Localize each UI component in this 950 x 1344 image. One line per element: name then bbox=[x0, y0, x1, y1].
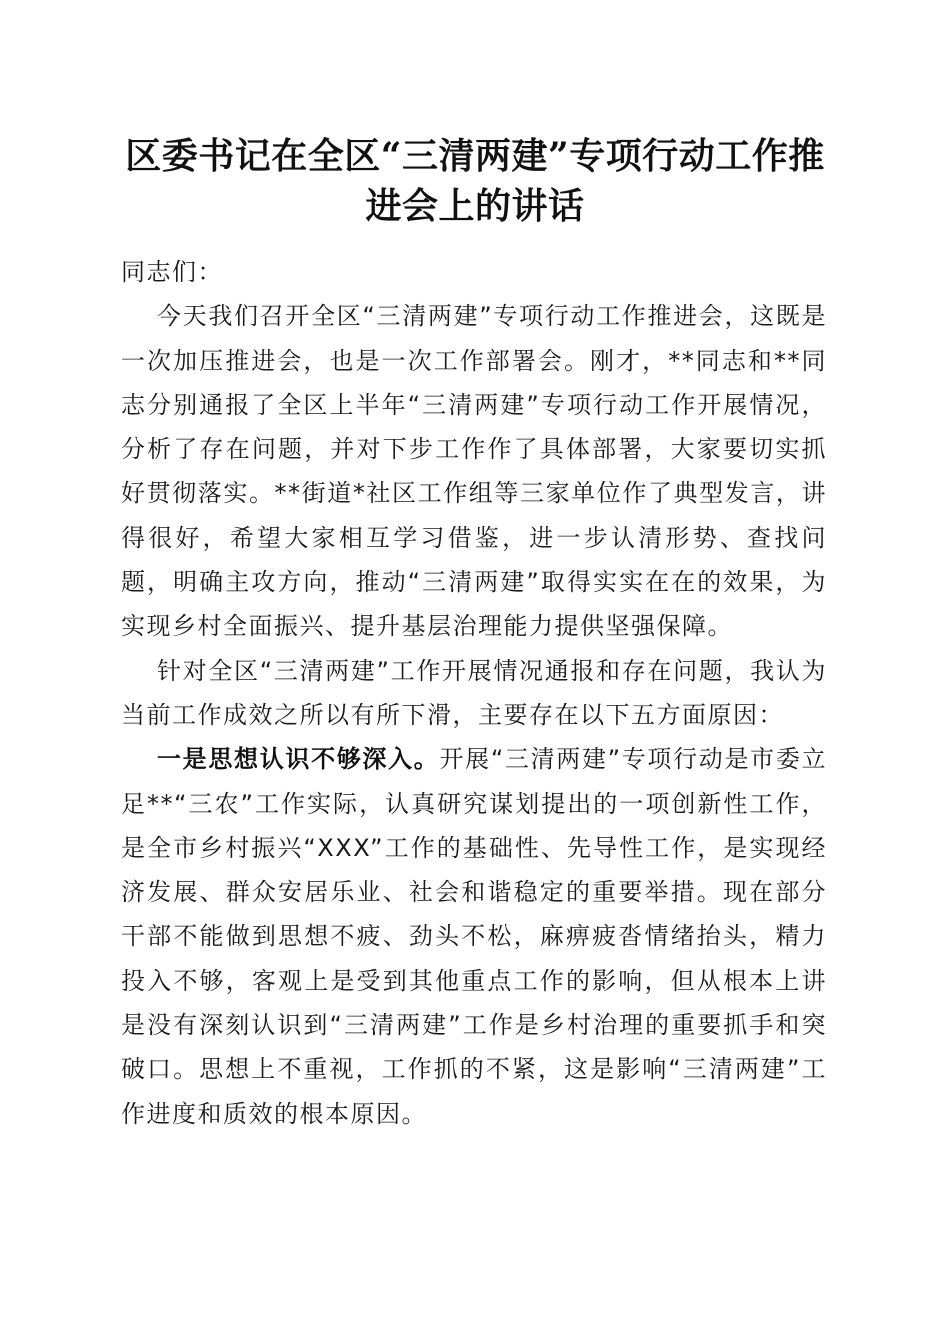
document-title bbox=[100, 131, 850, 231]
paragraph-3-lead: 一是思想认识不够深入。 bbox=[157, 745, 440, 774]
paragraph-3-body: 开展“三清两建”专项行动是市委立足**“三农”工作实际，认真研究谋划提出的一项创新性工作，是全市乡村振兴“XXX”工作的基础性、先导性工作，是实现经济发展、群众安居乐业、社会和谐稳定的重要举措。现在部分干部不能做到思想不疲、劲头不松，麻痹疲沓情绪抬头，精力投入不够，客观上是受到其他重点工作的影响，但从根本上讲是没有深刻认识到“三清两建”工作是乡村治理的重要抓手和突破口。思想上不重视，工作抓的不紧，这是影响“三清两建”工作进度和质效的根本原因。 bbox=[121, 745, 828, 1128]
document-body bbox=[121, 250, 827, 1136]
paragraph-1: 今天我们召开全区“三清两建”专项行动工作推进会，这既是一次加压推进会，也是一次工作部署会。刚才，**同志和**同志分别通报了全区上半年“三清两建”专项行动工作开展情况，分析了存在问题，并对下步工作作了具体部署，大家要切实抓好贯彻落实。**街道*社区工作组等三家单位作了典型发言，讲得很好，希望大家相互学习借鉴，进一步认清形势、查找问题，明确主攻方向，推动“三清两建”取得实实在在的效果，为实现乡村全面振兴、提升基层治理能力提供坚强保障。 bbox=[121, 302, 827, 641]
salutation: 同志们： bbox=[121, 258, 223, 286]
paragraph-3 bbox=[121, 737, 827, 1136]
paragraph-2: 针对全区“三清两建”工作开展情况通报和存在问题，我认为当前工作成效之所以有所下滑，主要存在以下五方面原因： bbox=[121, 656, 827, 729]
title-line-2: 进会上的讲话 bbox=[365, 185, 585, 227]
title-line-1: 区委书记在全区“三清两建”专项行动工作推 bbox=[125, 135, 825, 177]
